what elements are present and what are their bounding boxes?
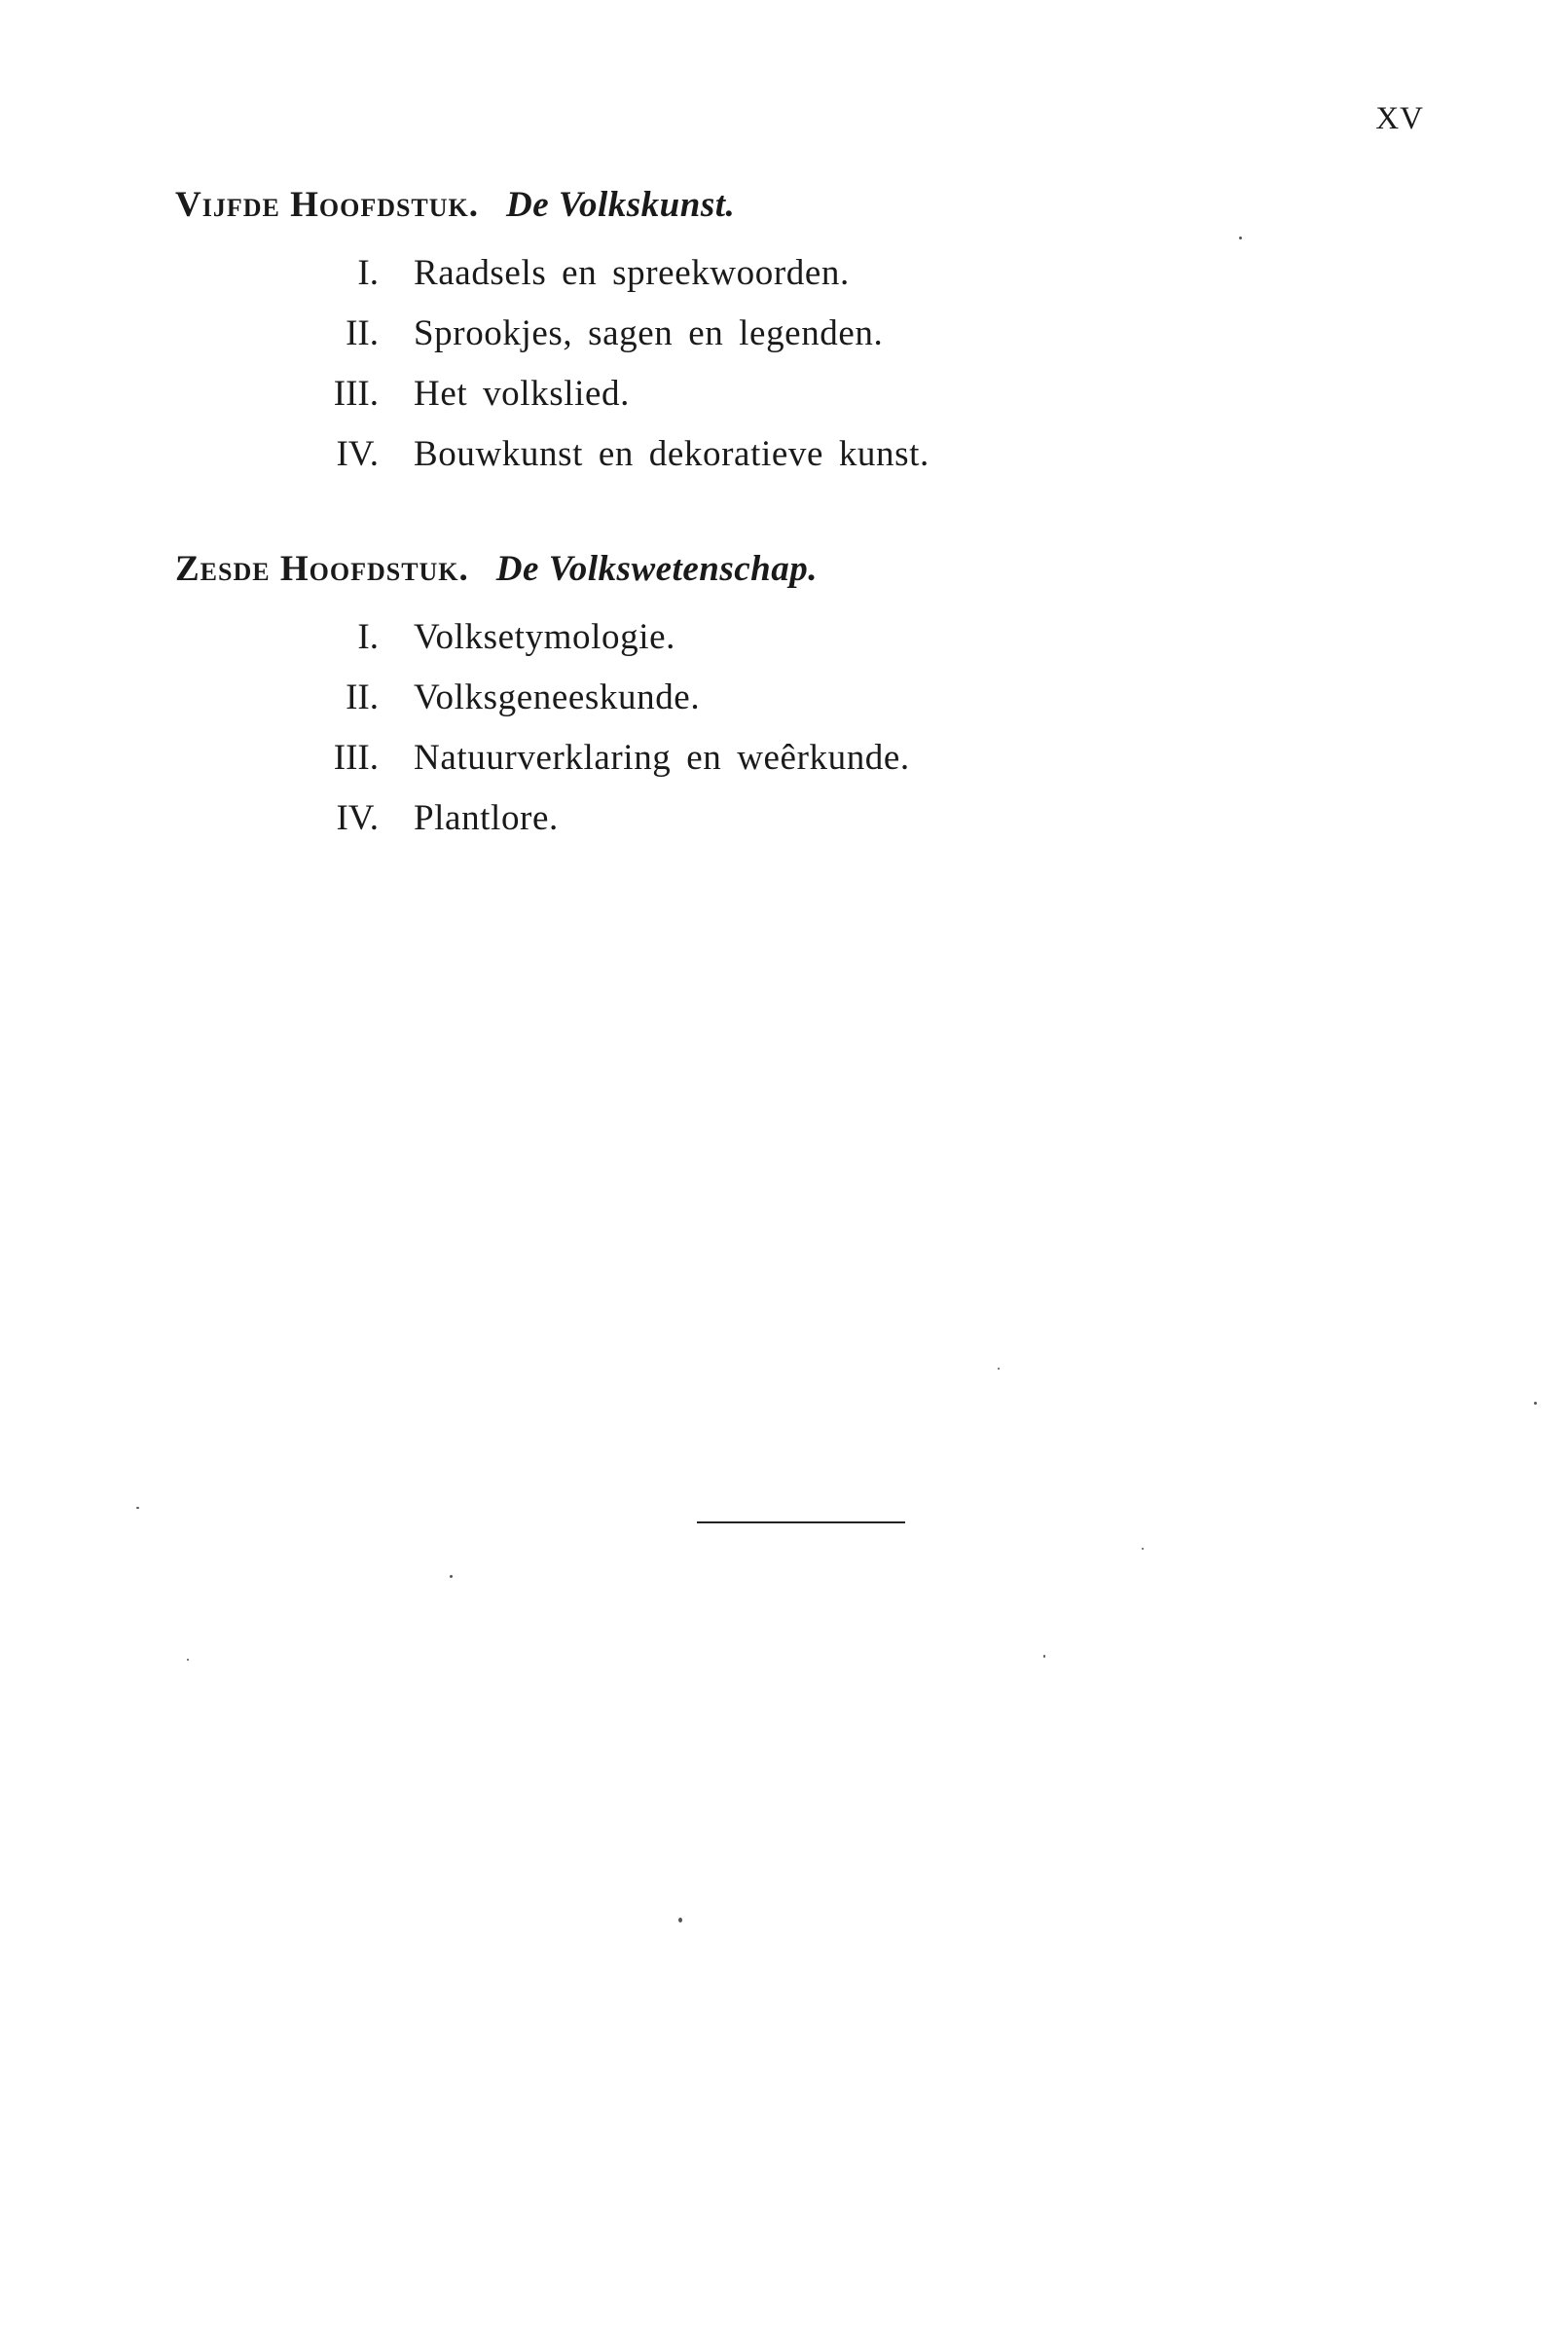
chapter-heading xyxy=(175,181,1392,230)
entry-numeral: I. xyxy=(357,617,379,657)
entry-text: Natuurverklaring en weêrkunde. xyxy=(414,738,910,778)
list-item xyxy=(175,364,1392,424)
entry-numeral: III. xyxy=(333,374,379,414)
entry-text: Plantlore. xyxy=(414,798,559,838)
scan-speck xyxy=(1534,1402,1537,1405)
end-rule xyxy=(697,1521,905,1523)
scan-speck xyxy=(1142,1548,1144,1550)
chapter-title: De Volkswetenschap. xyxy=(495,549,818,589)
list-item xyxy=(175,788,1392,849)
entry-numeral: I. xyxy=(357,253,379,293)
scan-speck xyxy=(136,1507,139,1509)
entry-numeral: II. xyxy=(346,677,379,717)
page-number: XV xyxy=(1375,101,1424,136)
entry-text: Volksgeneeskunde. xyxy=(414,677,701,717)
list-item xyxy=(175,304,1392,364)
entry-numeral: II. xyxy=(346,313,379,353)
entry-list xyxy=(175,243,1392,485)
entry-numeral: III. xyxy=(333,738,379,778)
chapter-title: De Volkskunst. xyxy=(506,185,736,225)
list-item xyxy=(175,728,1392,788)
scan-speck xyxy=(678,1918,682,1922)
list-item xyxy=(175,424,1392,485)
entry-text: Het volkslied. xyxy=(414,374,630,414)
list-item xyxy=(175,668,1392,728)
list-item xyxy=(175,607,1392,668)
list-item xyxy=(175,243,1392,304)
entry-text: Raadsels en spreekwoorden. xyxy=(414,253,850,293)
entry-list xyxy=(175,607,1392,849)
scan-speck xyxy=(998,1368,1000,1370)
chapter-section-6 xyxy=(175,545,1392,849)
entry-text: Volksetymologie. xyxy=(414,617,675,657)
chapter-label: Vijfde Hoofdstuk. xyxy=(175,185,480,225)
scan-speck xyxy=(1239,237,1242,239)
chapter-section-5 xyxy=(175,181,1392,485)
scan-speck xyxy=(1043,1655,1045,1658)
scan-speck xyxy=(187,1659,189,1661)
scan-speck xyxy=(450,1575,453,1578)
entry-numeral: IV. xyxy=(336,798,379,838)
chapter-label: Zesde Hoofdstuk. xyxy=(175,549,469,589)
entry-text: Bouwkunst en dekoratieve kunst. xyxy=(414,434,930,474)
chapter-heading xyxy=(175,545,1392,594)
entry-numeral: IV. xyxy=(336,434,379,474)
entry-text: Sprookjes, sagen en legenden. xyxy=(414,313,884,353)
